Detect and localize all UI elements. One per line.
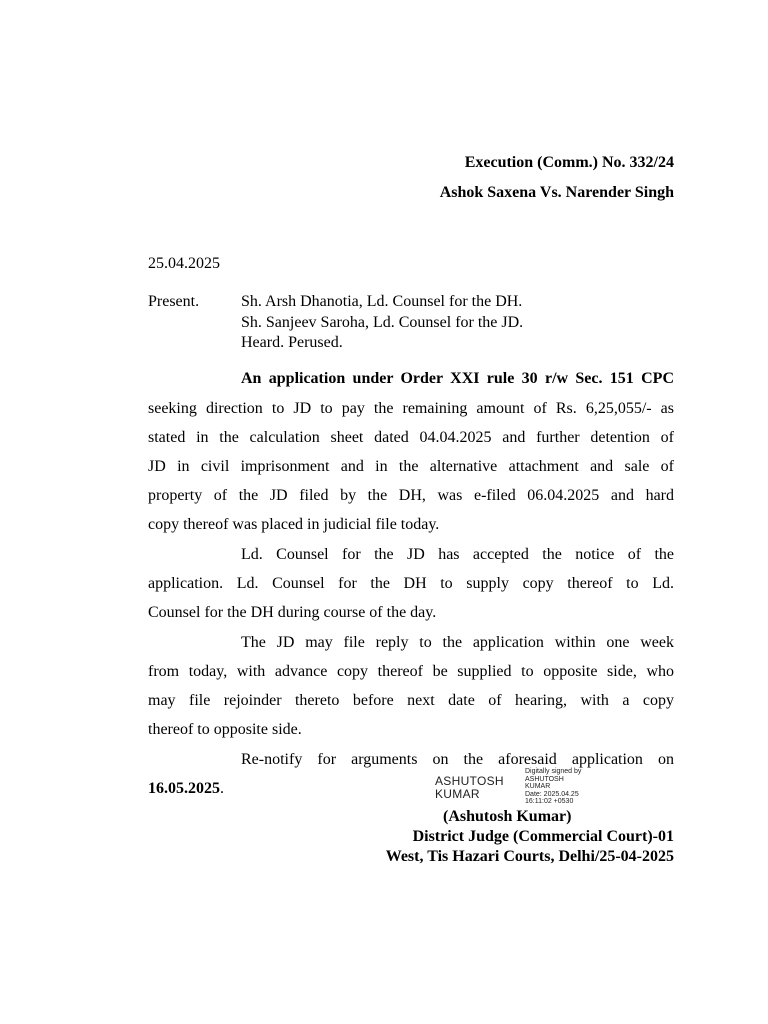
paragraph-reply-first — [241, 628, 674, 657]
case-number: Execution (Comm.) No. 332/24 — [464, 154, 674, 171]
present-line: Sh. Arsh Dhanotia, Ld. Counsel for the DH. — [241, 293, 523, 310]
paragraph-line: from today, with advance copy thereof be supplied to opposite side, who — [148, 663, 674, 680]
next-hearing-period: . — [220, 780, 224, 797]
present-label: Present. — [148, 293, 200, 310]
present-line: Heard. Perused. — [241, 334, 343, 351]
paragraph-line: seeking direction to JD to pay the remaining amount of Rs. 6,25,055/- as — [148, 400, 674, 417]
paragraph-notice-first — [241, 540, 674, 569]
case-parties: Ashok Saxena Vs. Narender Singh — [439, 184, 674, 201]
paragraph-application — [148, 394, 674, 539]
signature-detail-line: Date: 2025.04.25 — [525, 790, 579, 798]
signature-detail-line: 16:11:02 +0530 — [525, 798, 574, 805]
paragraph-line: The JD may file reply to the application within one week — [241, 634, 674, 651]
paragraph-line: may file rejoinder thereto before next date of hearing, with a copy — [148, 692, 674, 709]
paragraph-line: copy thereof was placed in judicial file today. — [148, 516, 440, 533]
signature-name-line: KUMAR — [435, 787, 480, 801]
digital-signature-details — [525, 768, 581, 806]
digital-signature-name — [435, 775, 504, 801]
paragraph-line: thereof to opposite side. — [148, 721, 302, 738]
paragraph-line: stated in the calculation sheet dated 04.04.2025 and further detention of — [148, 429, 674, 446]
present-line: Sh. Sanjeev Saroha, Ld. Counsel for the JD. — [241, 314, 524, 331]
signatory-location: West, Tis Hazari Courts, Delhi/25-04-2025 — [385, 848, 674, 865]
paragraph-line: application. Ld. Counsel for the DH to supply copy thereof to Ld. — [148, 575, 674, 592]
paragraph-notice — [148, 569, 674, 627]
signature-detail-line: KUMAR — [525, 783, 551, 790]
paragraph-line: JD in civil imprisonment and in the alternative attachment and sale of — [148, 458, 674, 475]
signatory-designation: District Judge (Commercial Court)-01 — [412, 828, 674, 845]
next-hearing — [148, 780, 224, 798]
paragraph-line: Re-notify for arguments on the aforesaid application on — [241, 751, 674, 768]
signature-detail-line: ASHUTOSH — [525, 775, 564, 783]
paragraph-reply — [148, 657, 674, 744]
order-date: 25.04.2025 — [148, 255, 220, 272]
paragraph-line: property of the JD filed by the DH, was e-filed 06.04.2025 and hard — [148, 487, 674, 504]
paragraph-line: Ld. Counsel for the JD has accepted the notice of the — [241, 546, 674, 563]
paragraph-line: Counsel for the DH during course of the day. — [148, 604, 437, 621]
signature-name-line: ASHUTOSH — [435, 774, 504, 788]
paragraph-renotify — [241, 745, 674, 774]
next-hearing-date: 16.05.2025 — [148, 780, 220, 797]
application-heading: An application under Order XXI rule 30 r/w Sec. 151 CPC — [241, 370, 674, 387]
signature-detail-line: Digitally signed by — [525, 768, 582, 775]
signatory-name: (Ashutosh Kumar) — [443, 808, 572, 825]
